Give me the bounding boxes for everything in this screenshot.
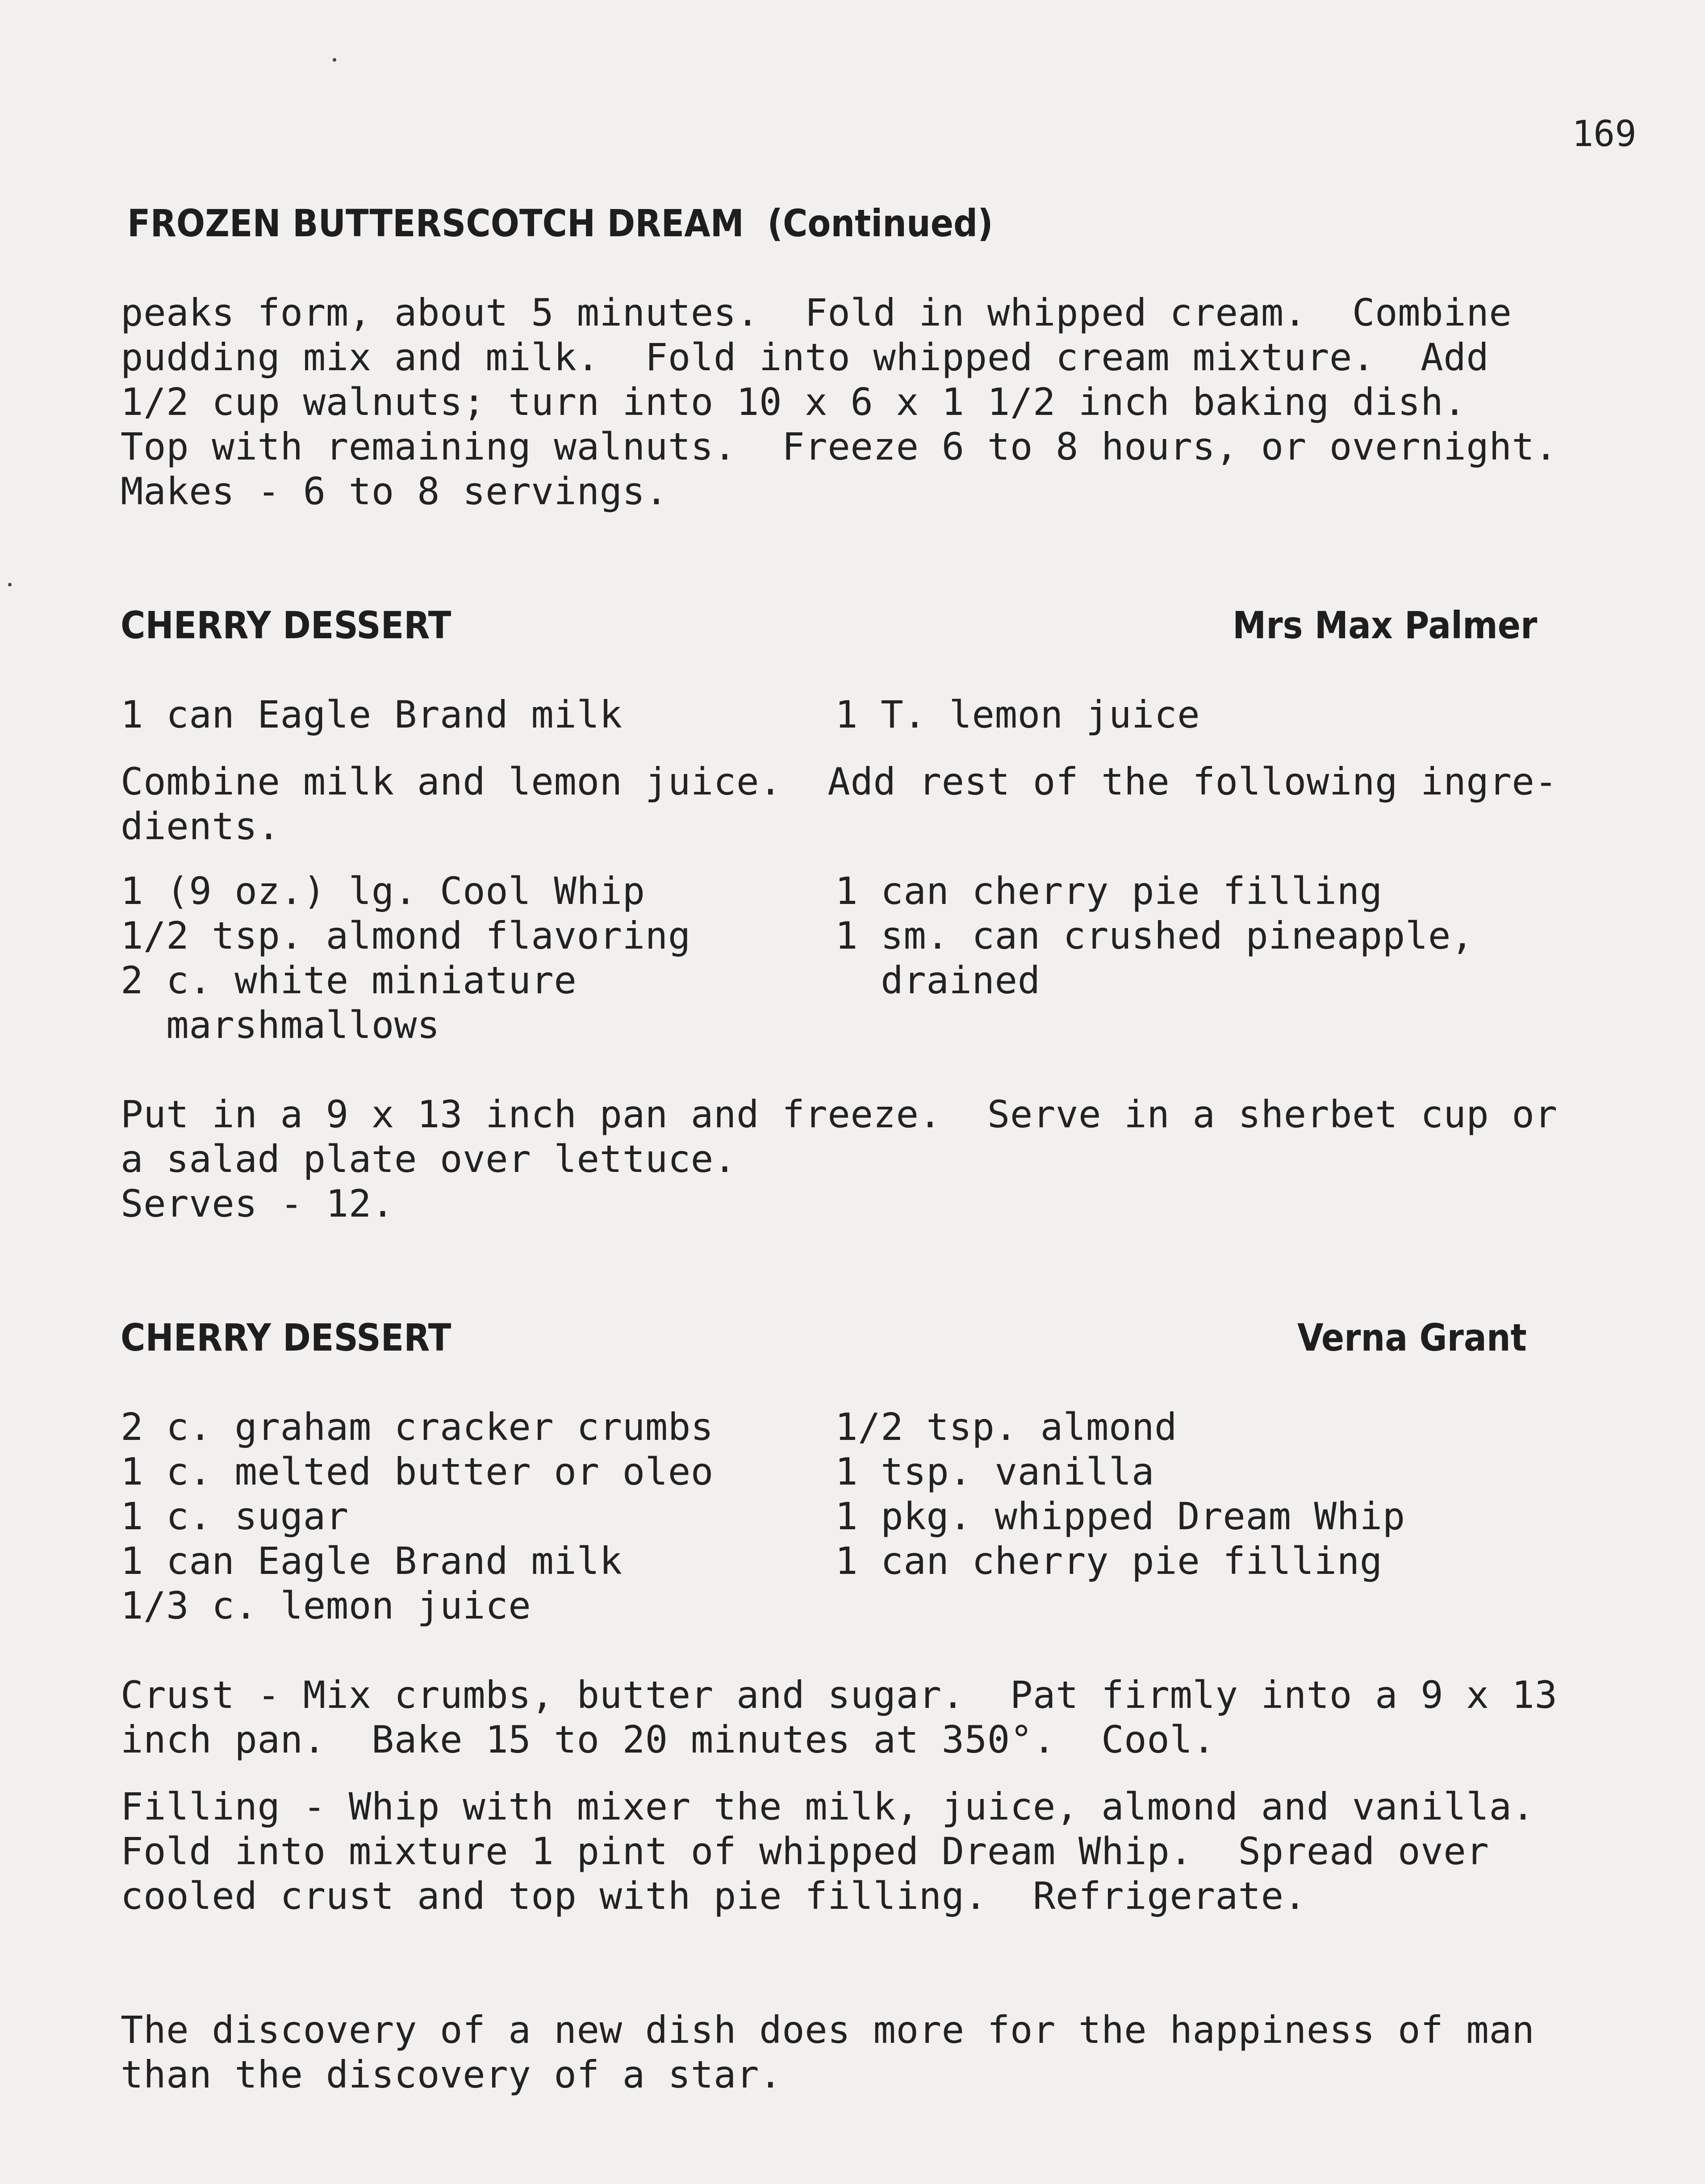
ingredient-right: 1 tsp. vanilla <box>835 1450 1155 1494</box>
ingredient-left: 1/2 tsp. almond flavoring <box>121 914 691 958</box>
ingredient-left: 2 c. graham cracker crumbs <box>121 1405 714 1449</box>
ingredient-left: 2 c. white miniature <box>121 958 577 1002</box>
ink-speck <box>8 583 12 586</box>
frozen-butterscotch-line: pudding mix and milk. Fold into whipped cream mixture. Add <box>121 335 1489 379</box>
crust-line: Crust - Mix crumbs, butter and sugar. Pat firmly into a 9 x 13 <box>121 1673 1558 1717</box>
ingredient-right: drained <box>835 958 1041 1002</box>
frozen-butterscotch-line: 1/2 cup walnuts; turn into 10 x 6 x 1 1/2 inch baking dish. <box>121 380 1467 424</box>
ink-speck <box>333 58 336 62</box>
filling-line: cooled crust and top with pie filling. Refrigerate. <box>121 1874 1307 1918</box>
crust-line: inch pan. Bake 15 to 20 minutes at 350°. Cool. <box>121 1718 1216 1761</box>
ingredient-left: 1 c. sugar <box>121 1494 349 1538</box>
ingredient-right: 1 T. lemon juice <box>835 693 1200 736</box>
page-number: 169 <box>1572 113 1637 155</box>
ingredient-left: 1 c. melted butter or oleo <box>121 1450 714 1494</box>
quote-line: The discovery of a new dish does more for the happiness of man <box>121 2008 1535 2052</box>
ingredient-right: 1 can cherry pie filling <box>835 869 1383 913</box>
ingredient-left: 1/3 c. lemon juice <box>121 1584 531 1628</box>
ingredient-left: 1 can Eagle Brand milk <box>121 1539 623 1583</box>
ingredient-right: 1/2 tsp. almond <box>835 1405 1178 1449</box>
directions-line: Put in a 9 x 13 inch pan and freeze. Serve in a sherbet cup or <box>121 1092 1558 1136</box>
ingredient-left: 1 (9 oz.) lg. Cool Whip <box>121 869 645 913</box>
recipe-title-cherry-dessert-2: CHERRY DESSERT <box>121 1316 451 1360</box>
directions-line: Serves - 12. <box>121 1182 394 1226</box>
directions-line: a salad plate over lettuce. <box>121 1137 736 1181</box>
ingredient-right: 1 sm. can crushed pineapple, <box>835 914 1474 958</box>
ingredient-right: 1 can cherry pie filling <box>835 1539 1383 1583</box>
ingredient-left: marshmallows <box>121 1003 440 1047</box>
directions-line: dients. <box>121 804 280 848</box>
filling-line: Fold into mixture 1 pint of whipped Dream Whip. Spread over <box>121 1829 1489 1873</box>
recipe-title-cherry-dessert-1: CHERRY DESSERT <box>121 603 451 647</box>
recipe-author-cherry-dessert-2: Verna Grant <box>1297 1316 1527 1360</box>
ingredient-right: 1 pkg. whipped Dream Whip <box>835 1494 1405 1538</box>
frozen-butterscotch-line: Makes - 6 to 8 servings. <box>121 469 668 513</box>
ingredient-left: 1 can Eagle Brand milk <box>121 693 623 736</box>
recipe-title-frozen-butterscotch: FROZEN BUTTERSCOTCH DREAM (Continued) <box>127 201 993 245</box>
quote-line: than the discovery of a star. <box>121 2053 782 2096</box>
filling-line: Filling - Whip with mixer the milk, juice, almond and vanilla. <box>121 1785 1535 1828</box>
frozen-butterscotch-line: Top with remaining walnuts. Freeze 6 to 8 hours, or overnight. <box>121 425 1558 469</box>
frozen-butterscotch-line: peaks form, about 5 minutes. Fold in whipped cream. Combine <box>121 291 1512 335</box>
directions-line: Combine milk and lemon juice. Add rest of the following ingre- <box>121 760 1558 803</box>
recipe-author-cherry-dessert-1: Mrs Max Palmer <box>1233 603 1538 647</box>
